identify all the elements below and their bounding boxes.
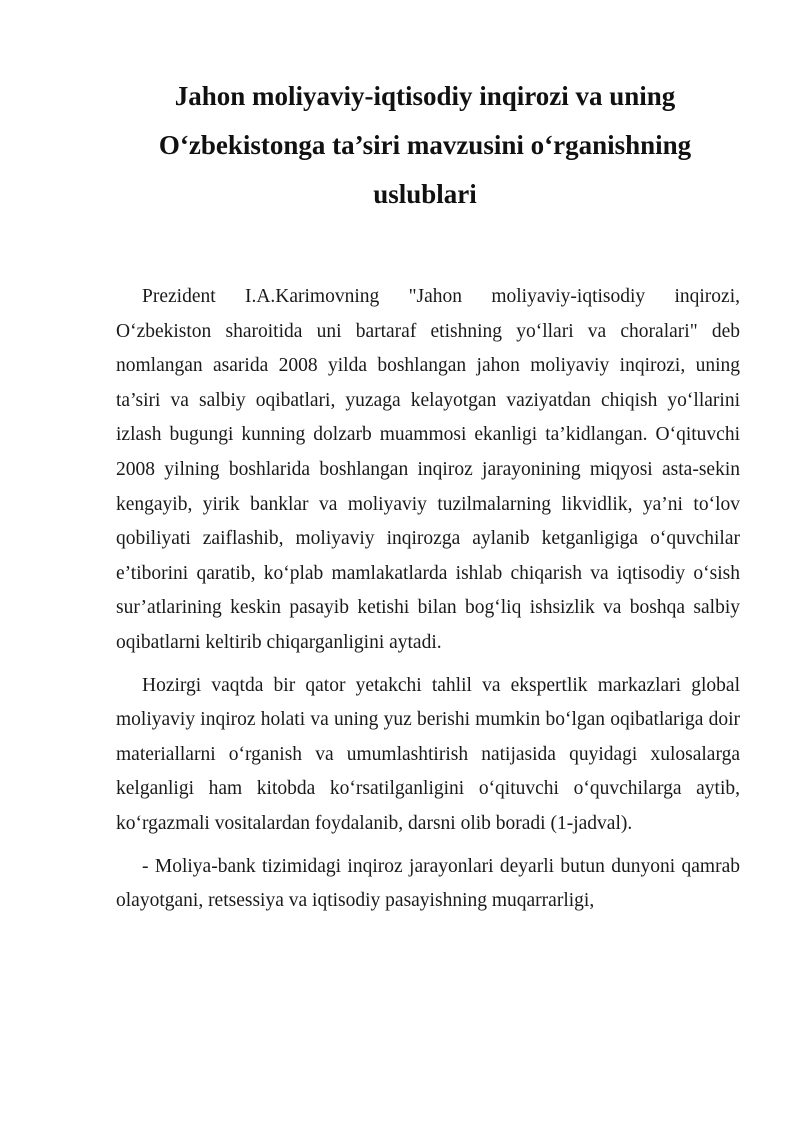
title-line-3: uslublari — [373, 179, 477, 209]
title-line-1: Jahon moliyaviy-iqtisodiy inqirozi va uning — [174, 81, 676, 111]
document-body — [116, 280, 740, 927]
paragraph-2: Hozirgi vaqtda bir qator yetakchi tahlil va ekspertlik markazlari global moliyaviy inqiroz holati va uning yuz berishi mumkin bo‘lgan oqibatlariga doir materiallarni o‘rganish va umumlashtirish natijasida quyidagi xulosalarga kelganligi ham kitobda ko‘rsatilganligini o‘qituvchi o‘quvchilarga aytib, ko‘rgazmali vositalardan foydalanib, darsni olib boradi (1-jadval). — [116, 674, 740, 834]
paragraph-1: Prezident I.A.Karimovning "Jahon moliyaviy-iqtisodiy inqirozi, O‘zbekiston sharoitida uni bartaraf etishning yo‘llari va choralari" deb nomlangan asarida 2008 yilda boshlangan jahon moliyaviy inqirozi, uning ta’siri va salbiy oqibatlari, yuzaga kelayotgan vaziyatdan chiqish yo‘llarini izlash bugungi kunning dolzarb muammosi ekanligi ta’kidlangan. O‘qituvchi 2008 yilning boshlarida boshlangan inqiroz jarayonining miqyosi asta-sekin kengayib, yirik banklar va moliyaviy tuzilmalarning likvidlik, ya’ni to‘lov qobiliyati zaiflashib, moliyaviy inqirozga aylanib ketganligiga o‘quvchilar e’tiborini qaratib, ko‘plab mamlakatlarda ishlab chiqarish va iqtisodiy o‘sish sur’atlarining keskin pasayib ketishi bilan bog‘liq ishsizlik va boshqa salbiy oqibatlarni keltirib chiqarganligini aytadi. — [116, 286, 740, 653]
paragraph-3: - Moliya-bank tizimidagi inqiroz jarayonlari deyarli butun dunyoni qamrab olayotgani, retsessiya va iqtisodiy pasayishning muqarrarligi, — [116, 855, 740, 912]
document-title — [110, 72, 740, 219]
title-line-2: O‘zbekistonga ta’siri mavzusini o‘rganishning — [158, 130, 692, 160]
